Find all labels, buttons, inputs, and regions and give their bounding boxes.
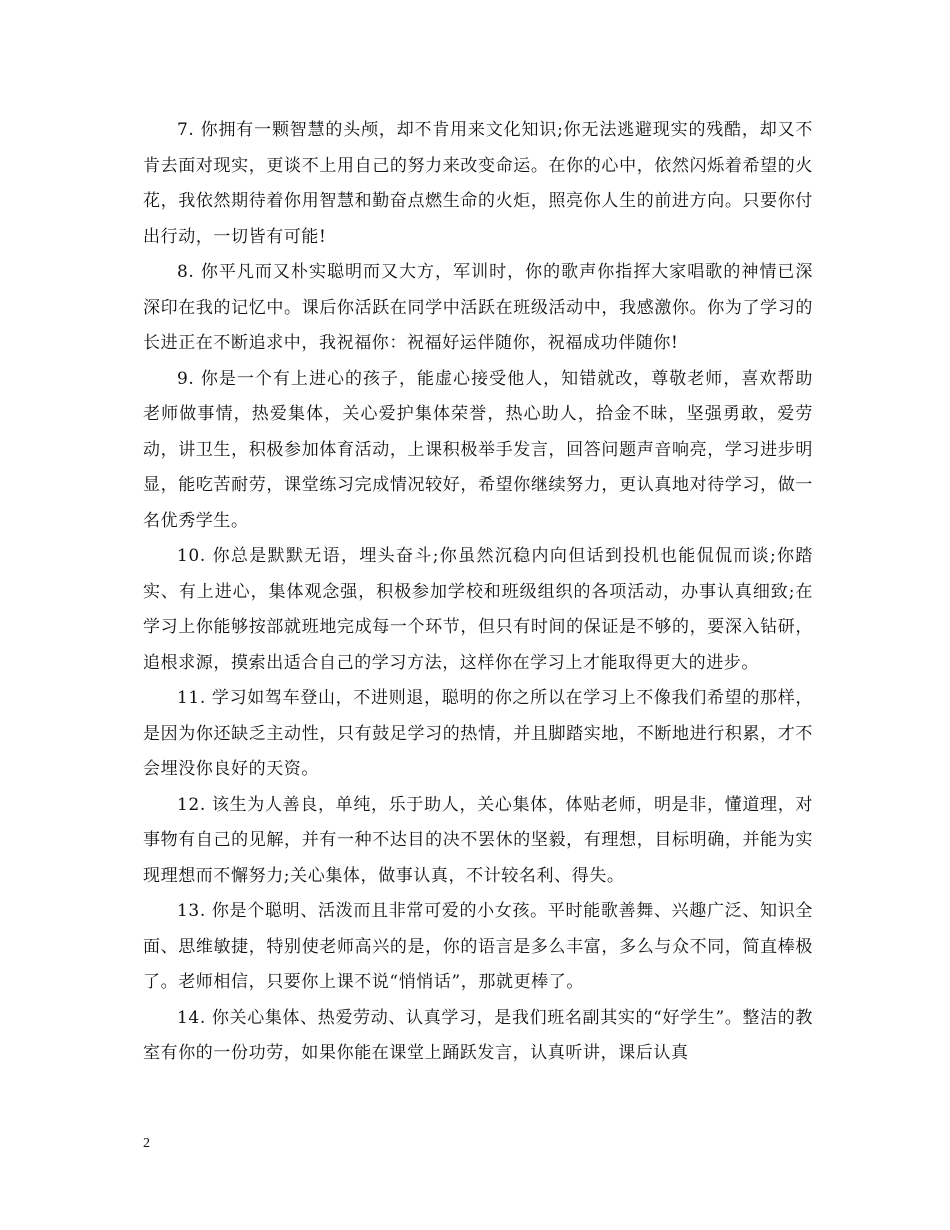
document-body: [143, 113, 813, 1072]
paragraph-7: 7. 你拥有一颗智慧的头颅，却不肯用来文化知识;你无法逃避现实的残酷，却又不肯去面对现实，更谈不上用自己的努力来改变命运。在你的心中，依然闪烁着希望的火花，我依然期待着你用智慧和勤奋点燃生命的火炬，照亮你人生的前进方向。只要你付出行动，一切皆有可能!: [143, 120, 813, 247]
paragraph-11: 11. 学习如驾车登山，不进则退，聪明的你之所以在学习上不像我们希望的那样，是因为你还缺乏主动性，只有鼓足学习的热情，并且脚踏实地，不断地进行积累，才不会埋没你良好的天资。: [143, 688, 813, 779]
paragraph-8: 8. 你平凡而又朴实聪明而又大方，军训时，你的歌声你指挥大家唱歌的神情已深深印在我的记忆中。课后你活跃在同学中活跃在班级活动中，我感激你。你为了学习的长进正在不断追求中，我祝福你：祝福好运伴随你，祝福成功伴随你!: [143, 262, 813, 353]
paragraph-14: 14. 你关心集体、热爱劳动、认真学习，是我们班名副其实的“好学生”。整洁的教室有你的一份功劳，如果你能在课堂上踊跃发言，认真听讲，课后认真: [143, 1007, 813, 1063]
paragraph-9: 9. 你是一个有上进心的孩子，能虚心接受他人，知错就改，尊敬老师，喜欢帮助老师做事情，热爱集体，关心爱护集体荣誉，热心助人，拾金不昧，坚强勇敢，爱劳动，讲卫生，积极参加体育活动，上课积极举手发言，回答问题声音响亮，学习进步明显，能吃苦耐劳，课堂练习完成情况较好，希望你继续努力，更认真地对待学习，做一名优秀学生。: [143, 368, 813, 531]
paragraph-13: 13. 你是个聪明、活泼而且非常可爱的小女孩。平时能歌善舞、兴趣广泛、知识全面、思维敏捷，特别使老师高兴的是，你的语言是多么丰富，多么与众不同，简直棒极了。老师相信，只要你上课不说“悄悄话”，那就更棒了。: [143, 901, 813, 992]
page-number: 2: [143, 1136, 150, 1151]
paragraph-10: 10. 你总是默默无语，埋头奋斗;你虽然沉稳内向但话到投机也能侃侃而谈;你踏实、有上进心，集体观念强，积极参加学校和班级组织的各项活动，办事认真细致;在学习上你能够按部就班地完成每一个环节，但只有时间的保证是不够的，要深入钻研，追根求源，摸索出适合自己的学习方法，这样你在学习上才能取得更大的进步。: [143, 546, 813, 673]
paragraph-12: 12. 该生为人善良，单纯，乐于助人，关心集体，体贴老师，明是非，懂道理，对事物有自己的见解，并有一种不达目的决不罢休的坚毅，有理想，目标明确，并能为实现理想而不懈努力;关心集体，做事认真，不计较名利、得失。: [143, 794, 813, 886]
